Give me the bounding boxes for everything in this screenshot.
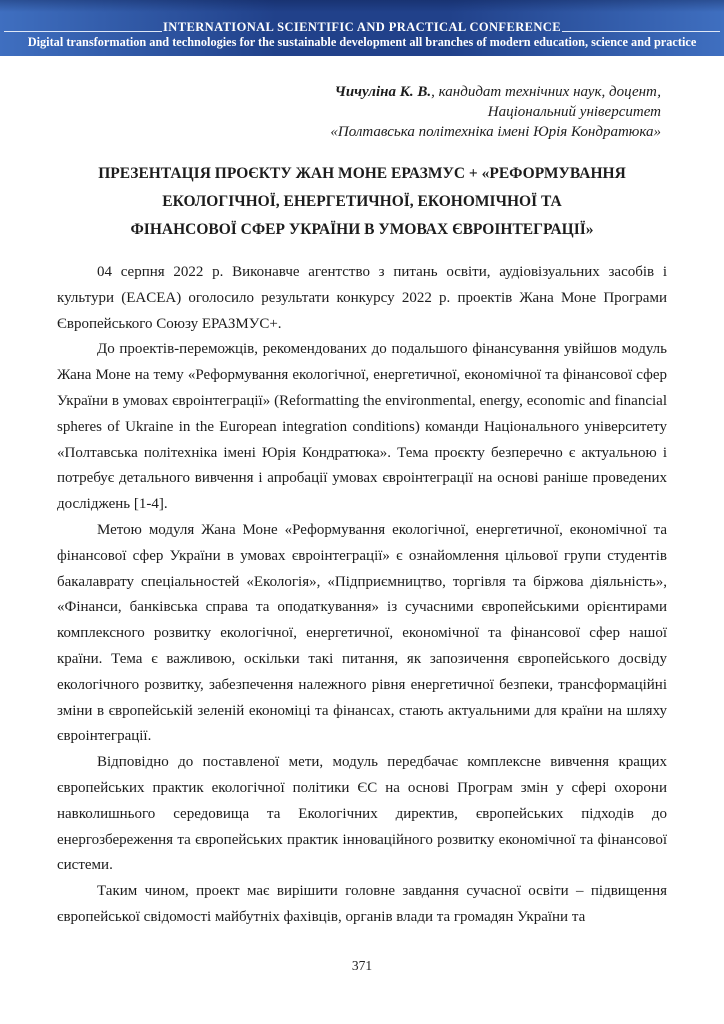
author-name: Чичуліна К. В. — [334, 84, 432, 100]
article-title-line: ЕКОЛОГІЧНОЇ, ЕНЕРГЕТИЧНОЇ, ЕКОНОМІЧНОЇ ТА — [162, 193, 562, 210]
article-title — [57, 160, 667, 244]
header-underline-right — [562, 31, 720, 32]
page-number: 371 — [351, 958, 373, 973]
conference-banner-line1 — [4, 20, 720, 34]
conference-name: INTERNATIONAL SCIENTIFIC AND PRACTICAL CONFERENCE — [163, 20, 561, 34]
body-paragraph: До проектів-переможців, рекомендованих до подальшого фінансування увійшов модуль Жана Моне на тему «Реформування екологічної, енергетичної, економічної та фінансової сфер України в умовах євроінтеграції» (Reformatting the environmental, energy, economic and financial spheres of Ukraine in the European integration conditions) команди Національного університету «Полтавська політехніка імені Юрія Кондратюка». Тема проєкту безперечно є актуальною і потребує детального вивчення і апробації умовах євроінтеграції на основі раніше проведених досліджень [1-4]. — [57, 341, 667, 513]
article-title-line: ФІНАНСОВОЇ СФЕР УКРАЇНИ В УМОВАХ ЄВРОІНТЕГРАЦІЇ» — [130, 221, 594, 238]
conference-subtitle: Digital transformation and technologies for the sustainable development all branches of modern education, science and practice — [27, 35, 697, 49]
body-paragraph: Відповідно до поставленої мети, модуль передбачає комплексне вивчення кращих європейських практик екологічної політики ЄС на основі Програм змін у сфері охорони навколишнього середовища та Екологічних директив, європейських підходів до енергозбереження та європейських практик інноваційного розвитку економічної та фінансової системи. — [57, 754, 667, 874]
author-affiliation-line2: «Полтавська політехніка імені Юрія Кондратюка» — [330, 124, 661, 140]
body-paragraph: 04 серпня 2022 р. Виконавче агентство з питань освіти, аудіовізуальних засобів і культури (EACEA) оголосило результати конкурсу 2022 р. проектів Жана Моне Програми Європейського Союзу ЕРАЗМУС+. — [57, 264, 667, 332]
page-content — [57, 56, 667, 931]
body-paragraph: Метою модуля Жана Моне «Реформування екологічної, енергетичної, економічної та фінансової сфер України в умовах євроінтеграції» є ознайомлення цільової групи студентів бакалаврату спеціальностей «Екологія», «Підприємництво, торгівля та біржова діяльність», «Фінанси, банківська справа та оподаткування» із сучасними європейськими орієнтирами комплексного розвитку екологічної, енергетичної, економічної та фінансової сфер нашої країни. Тема є важливою, оскільки такі питання, як запозичення європейського досвіду екологічного розвитку, забезпечення належного рівня енергетичної безпеки, трансформаційні зміни в європейській зеленій економіці та фінансах, стають актуальними для країни на шляху євроінтеграції. — [57, 521, 667, 745]
article-title-line: ПРЕЗЕНТАЦІЯ ПРОЄКТУ ЖАН МОНЕ ЕРАЗМУС + «РЕФОРМУВАННЯ — [98, 165, 626, 182]
author-degree: , кандидат технічних наук, доцент, — [431, 84, 661, 100]
author-block — [57, 82, 667, 142]
article-body — [57, 260, 667, 931]
author-line — [57, 82, 661, 102]
header-underline-left — [4, 31, 162, 32]
conference-banner — [0, 0, 724, 56]
author-affiliation-line1: Національний університет — [487, 104, 661, 120]
body-paragraph: Таким чином, проект має вирішити головне завдання сучасної освіти – підвищення європейської свідомості майбутніх фахівців, органів влади та громадян України та — [57, 883, 667, 925]
